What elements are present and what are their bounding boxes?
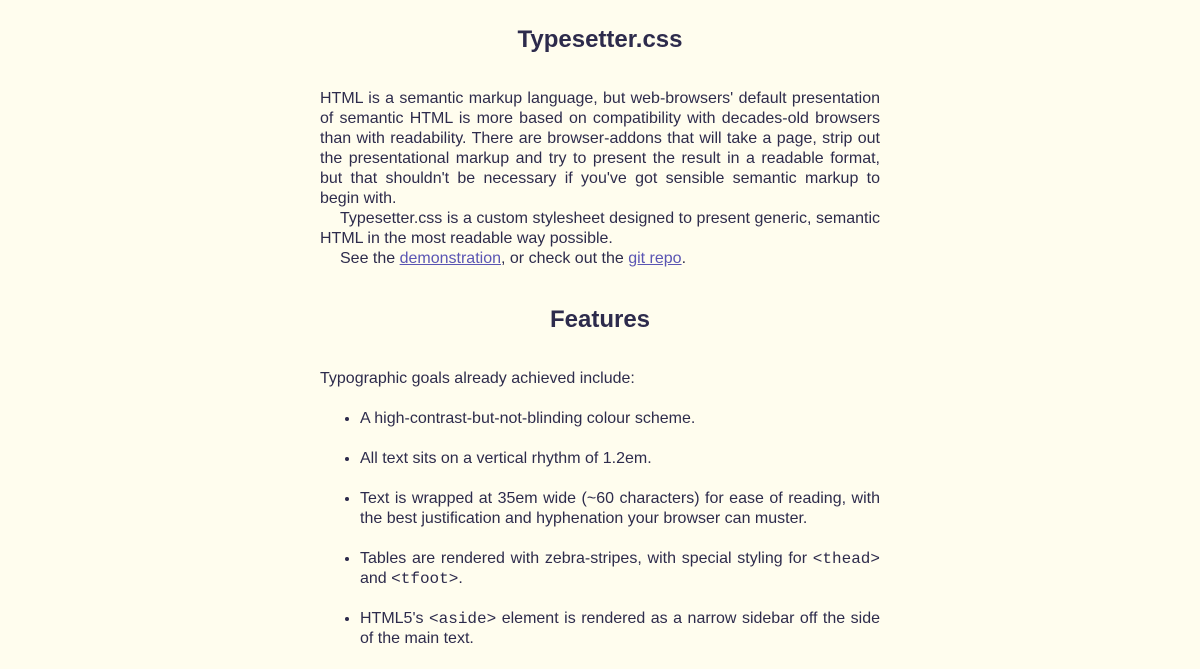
document [320,24,880,669]
item-text: HTML5's [360,610,430,627]
git-repo-link[interactable]: git repo [628,250,682,267]
item-text: . [458,570,463,587]
intro-paragraph-1: HTML is a semantic markup language, but web-browsers' default presentation of semantic HTML is more based on compatibility with decades-old browsers than with readability. There are browser-addons that will take a page, strip out the presentational markup and try to present the result in a readable format, but that shouldn't be necessary if you've got sensible semantic markup to begin with. [320,90,880,207]
features-heading: Features [549,306,651,333]
intro-paragraph-3 [320,249,880,269]
list-item: • A high-contrast-but-not-blinding colour scheme. [360,409,880,429]
intro-p3-suffix: . [681,250,687,267]
intro-p3-prefix: See the [340,250,400,267]
thead-code: <thead> [812,550,880,568]
list-item [360,549,880,589]
features-lead: Typographic goals already achieved include: [320,370,635,387]
item-text: and [360,570,392,587]
list-item: • Text is wrapped at 35em wide (~60 characters) for ease of reading, with the best justification and hyphenation your browser can muster. [360,489,880,529]
tfoot-code: <tfoot> [391,570,459,588]
list-item [360,609,880,649]
page-title: Typesetter.css [517,26,683,53]
aside-code: <aside> [429,610,497,628]
intro-paragraph-2: Typesetter.css is a custom stylesheet designed to present generic, semantic HTML in the most readable way possible. [320,210,880,247]
features-list [320,409,880,649]
item-text: element is rendered as a narrow sidebar off the side of the main text. [360,610,881,647]
intro-p3-middle: , or check out the [501,250,629,267]
list-item: • All text sits on a vertical rhythm of 1.2em. [360,449,880,469]
demonstration-link[interactable]: demonstration [399,250,501,267]
item-text: Tables are rendered with zebra-stripes, with special styling for [360,550,813,567]
